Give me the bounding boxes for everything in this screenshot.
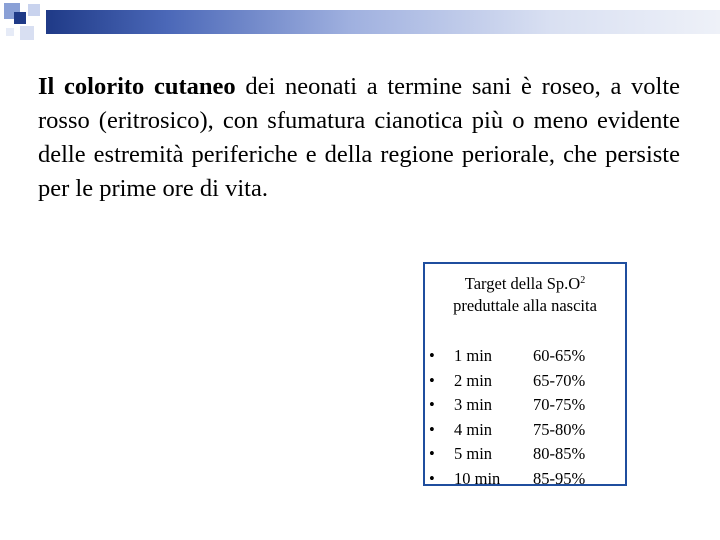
list-item xyxy=(425,369,625,394)
range-value: 80-85% xyxy=(533,444,586,463)
title-prefix: Target della Sp.O xyxy=(464,274,581,293)
title-superscript: 2 xyxy=(580,275,586,286)
bullet: • xyxy=(429,395,435,414)
target-list xyxy=(425,344,625,491)
decor-square xyxy=(14,12,26,24)
time-label: 3 min xyxy=(454,395,493,414)
list-item xyxy=(425,344,625,369)
decor-square xyxy=(20,26,34,40)
decor-square xyxy=(28,4,40,16)
bullet: • xyxy=(429,468,435,488)
range-value: 70-75% xyxy=(533,395,586,414)
time-label: 2 min xyxy=(454,370,493,390)
bold-lead-text: Il colorito cutaneo xyxy=(38,73,236,100)
time-label: 5 min xyxy=(454,444,493,463)
list-item xyxy=(425,442,625,467)
corner-decoration xyxy=(0,0,720,46)
bullet: • xyxy=(429,444,435,463)
range-value: 60-65% xyxy=(533,346,586,365)
bullet: • xyxy=(429,370,435,390)
range-value: 85-95% xyxy=(533,468,586,488)
box-title-line-1 xyxy=(425,270,625,295)
time-label: 1 min xyxy=(454,346,493,365)
bullet: • xyxy=(429,419,435,439)
box-title-line-2: preduttale alla nascita xyxy=(453,296,597,315)
bullet: • xyxy=(429,346,435,365)
spo2-target-box xyxy=(423,262,627,486)
list-item xyxy=(425,418,625,443)
range-value: 75-80% xyxy=(533,419,586,439)
time-label: 10 min xyxy=(454,468,501,488)
list-item xyxy=(425,393,625,418)
body-paragraph xyxy=(38,70,680,206)
range-value: 65-70% xyxy=(533,370,586,390)
list-item xyxy=(425,467,625,492)
paragraph-text: dei neonati a termine sani è roseo, a volte rosso (eritrosico), con sfumatura cianotica più o meno evidente delle estremità periferiche e della regione periorale, che persiste per le prime ore di vita. xyxy=(38,73,680,202)
box-title xyxy=(425,270,625,317)
header-gradient-bar xyxy=(46,10,720,34)
time-label: 4 min xyxy=(454,419,493,439)
decor-square xyxy=(6,28,14,36)
